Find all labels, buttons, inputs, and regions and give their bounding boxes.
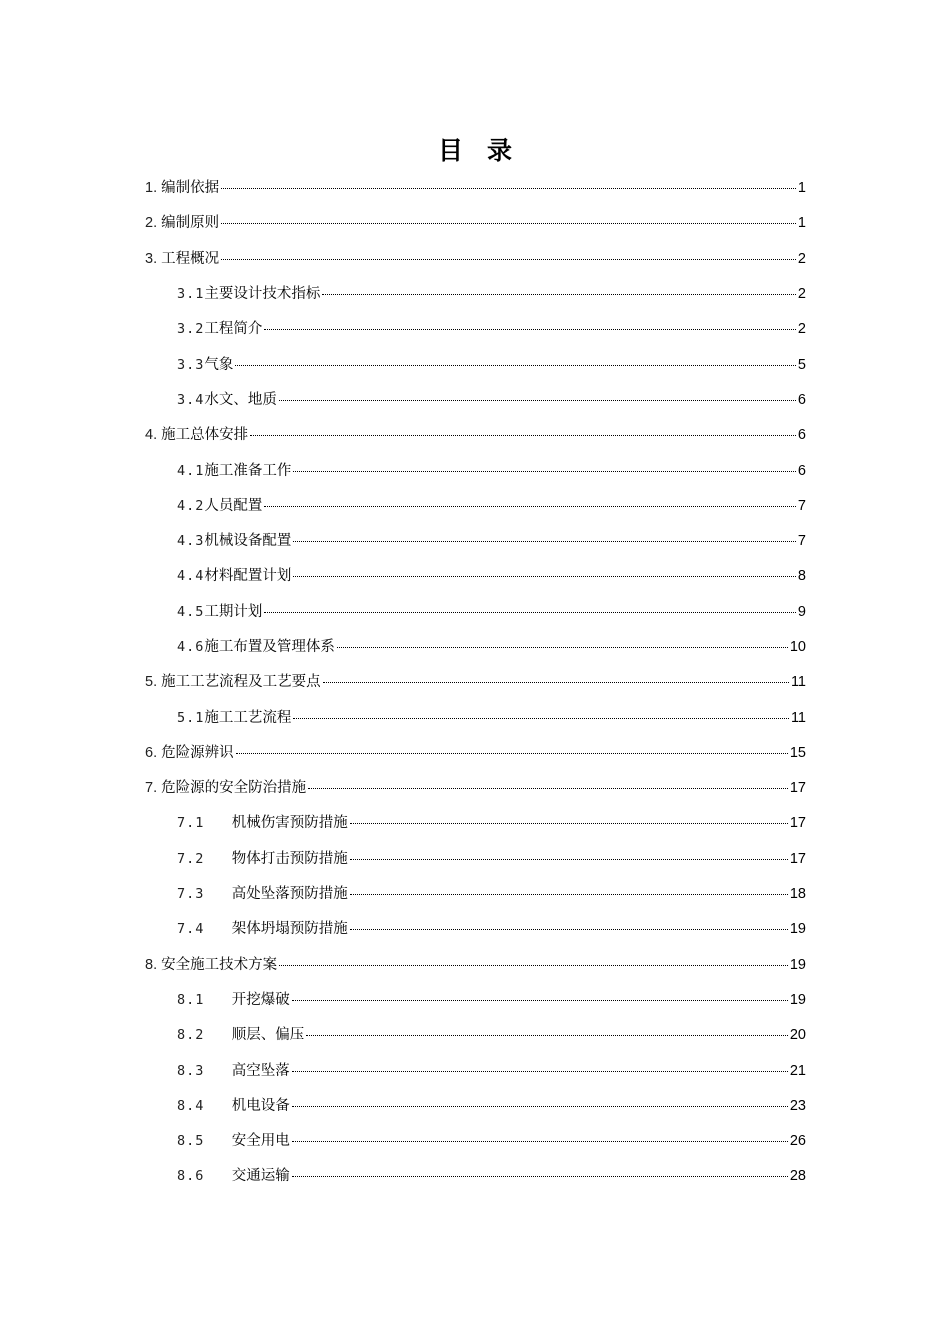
toc-dot-leader (250, 435, 796, 436)
toc-entry-line (177, 600, 806, 621)
toc-entry[interactable] (0, 593, 950, 628)
toc-entry[interactable] (0, 804, 950, 839)
toc-entry[interactable] (0, 1016, 950, 1051)
toc-entry-title: 人员配置 (204, 497, 263, 514)
toc-entry-title: 顺层、偏压 (231, 1027, 305, 1044)
toc-entry-page-number: 20 (789, 1027, 806, 1044)
toc-entry-page-number: 2 (797, 250, 806, 267)
toc-entry-page-number: 28 (789, 1168, 806, 1185)
toc-entry-title: 机械伤害预防措施 (231, 815, 348, 832)
toc-entry-title: 编制依据 (161, 180, 220, 197)
toc-entry-page-number: 17 (789, 780, 806, 797)
toc-entry-page-number: 5 (797, 356, 806, 373)
toc-entry-line (145, 423, 806, 444)
toc-entry-line (145, 211, 806, 232)
toc-entry-number: 8.3 (177, 1062, 232, 1079)
toc-entry-title: 编制原则 (161, 215, 220, 232)
toc-entry-number: 7. (145, 780, 162, 797)
toc-entry-page-number: 23 (789, 1097, 806, 1114)
toc-entry-line (177, 1129, 806, 1150)
toc-entry-title: 高处坠落预防措施 (231, 886, 348, 903)
toc-entry-title: 安全用电 (231, 1133, 290, 1150)
toc-entry[interactable] (0, 310, 950, 345)
toc-entry-title: 危险源辨识 (161, 744, 234, 761)
toc-entry-number: 6. (145, 744, 162, 761)
toc-entry-line (145, 741, 806, 762)
toc-dot-leader (279, 400, 796, 401)
toc-entry-number: 8.5 (177, 1133, 232, 1150)
toc-entry-line (177, 564, 806, 585)
toc-entry[interactable] (0, 910, 950, 945)
toc-dot-leader (323, 682, 789, 683)
toc-entry-line (177, 1023, 806, 1044)
toc-title: 目录 (437, 136, 536, 165)
toc-entry-page-number: 26 (789, 1133, 806, 1150)
toc-entry-line (145, 247, 806, 268)
toc-entry-title: 气象 (204, 356, 234, 373)
toc-entry-line (177, 635, 806, 656)
toc-entry[interactable] (0, 663, 950, 698)
toc-entry-line (177, 1094, 806, 1115)
toc-entry-line (177, 494, 806, 515)
toc-entry-page-number: 19 (789, 991, 806, 1008)
toc-entry-page-number: 2 (797, 321, 806, 338)
toc-entry-line (177, 1059, 806, 1080)
toc-entry[interactable] (0, 981, 950, 1016)
toc-entry[interactable] (0, 522, 950, 557)
toc-entry-title: 危险源的安全防治措施 (161, 780, 307, 797)
toc-entry-number: 3.4 (177, 391, 205, 408)
toc-entry[interactable] (0, 557, 950, 592)
toc-entry-number: 3.3 (177, 356, 205, 373)
toc-dot-leader (350, 859, 788, 860)
toc-dot-leader (264, 612, 796, 613)
toc-entry-page-number: 1 (797, 215, 806, 232)
toc-dot-leader (235, 365, 796, 366)
toc-entry-line (145, 953, 806, 974)
toc-entry[interactable] (0, 275, 950, 310)
toc-entry[interactable] (0, 240, 950, 275)
toc-entry-number: 7.2 (177, 850, 232, 867)
toc-dot-leader (350, 929, 788, 930)
toc-dot-leader (221, 259, 796, 260)
toc-entry-title: 机械设备配置 (204, 533, 292, 550)
toc-entry-number: 3. (145, 250, 162, 267)
toc-dot-leader (293, 576, 796, 577)
toc-entry-line (177, 847, 806, 868)
toc-entry-page-number: 17 (789, 850, 806, 867)
toc-entry-line (177, 353, 806, 374)
toc-dot-leader (236, 753, 788, 754)
toc-entry[interactable] (0, 381, 950, 416)
toc-entry[interactable] (0, 628, 950, 663)
toc-entry-title: 施工布置及管理体系 (204, 639, 335, 655)
toc-entry-number: 8. (145, 956, 162, 973)
toc-entry-page-number: 8 (797, 568, 806, 585)
toc-entry-page-number: 2 (797, 286, 806, 303)
toc-dot-leader (293, 471, 796, 472)
toc-list (0, 169, 950, 1193)
toc-entry[interactable] (0, 416, 950, 451)
toc-entry-title: 高空坠落 (231, 1062, 290, 1079)
toc-entry-line (145, 670, 806, 691)
toc-entry-title: 主要设计技术指标 (204, 286, 321, 303)
toc-dot-leader (292, 1141, 788, 1142)
toc-entry-title: 安全施工技术方案 (161, 956, 278, 973)
toc-dot-leader (292, 1106, 788, 1107)
toc-entry-title: 材料配置计划 (204, 568, 292, 585)
toc-entry-line (177, 988, 806, 1009)
toc-dot-leader (308, 788, 788, 789)
toc-entry-page-number: 10 (789, 639, 806, 655)
toc-entry-title: 架体坍塌预防措施 (231, 921, 348, 938)
toc-entry-number: 8.2 (177, 1027, 232, 1044)
toc-entry-line (177, 917, 806, 938)
toc-entry-line (145, 776, 806, 797)
toc-entry-number: 4.3 (177, 533, 205, 550)
toc-entry-title: 工程简介 (204, 321, 263, 338)
toc-entry[interactable] (0, 1157, 950, 1192)
toc-entry[interactable] (0, 345, 950, 380)
toc-entry-number: 7.1 (177, 815, 232, 832)
toc-entry-number: 4.5 (177, 603, 205, 620)
toc-dot-leader (293, 541, 796, 542)
toc-entry-page-number: 19 (789, 921, 806, 938)
toc-entry-number: 5.1 (177, 709, 205, 726)
toc-entry-line (177, 317, 806, 338)
toc-entry-number: 8.1 (177, 991, 232, 1008)
toc-entry-line (177, 811, 806, 832)
toc-entry-line (177, 388, 806, 409)
toc-entry-number: 3.2 (177, 321, 205, 338)
toc-entry-page-number: 6 (797, 427, 806, 444)
toc-entry-number: 7.4 (177, 921, 232, 938)
toc-entry-page-number: 6 (797, 391, 806, 408)
toc-entry-title: 水文、地质 (204, 391, 277, 408)
toc-entry-line (177, 529, 806, 550)
toc-entry[interactable] (0, 840, 950, 875)
toc-entry-title: 施工工艺流程及工艺要点 (161, 674, 321, 691)
toc-entry[interactable] (0, 1087, 950, 1122)
toc-entry-page-number: 21 (789, 1062, 806, 1079)
toc-entry[interactable] (0, 451, 950, 486)
toc-entry-number: 4. (145, 427, 162, 444)
toc-dot-leader (350, 823, 788, 824)
toc-entry-page-number: 17 (789, 815, 806, 832)
toc-entry-number: 3.1 (177, 286, 205, 303)
toc-entry-number: 4.6 (177, 639, 205, 655)
toc-entry[interactable] (0, 169, 950, 204)
toc-entry-number: 8.6 (177, 1168, 232, 1185)
toc-entry-page-number: 6 (797, 462, 806, 479)
toc-entry-number: 4.1 (177, 462, 205, 479)
toc-entry-page-number: 11 (790, 709, 806, 726)
toc-entry-title: 施工工艺流程 (204, 709, 292, 726)
toc-entry[interactable] (0, 769, 950, 804)
toc-entry-title: 物体打击预防措施 (231, 850, 348, 867)
toc-entry[interactable] (0, 1051, 950, 1086)
toc-entry-title: 机电设备 (231, 1097, 290, 1114)
toc-entry-line (177, 459, 806, 480)
toc-entry-line (177, 706, 806, 727)
toc-entry-title: 工期计划 (204, 603, 263, 620)
toc-dot-leader (292, 1000, 788, 1001)
toc-dot-leader (221, 223, 796, 224)
toc-entry-number: 2. (145, 215, 162, 232)
toc-entry-line (145, 176, 806, 197)
toc-dot-leader (292, 1176, 788, 1177)
toc-dot-leader (322, 294, 796, 295)
toc-entry-title: 施工准备工作 (204, 462, 292, 479)
toc-entry-page-number: 9 (797, 603, 806, 620)
toc-dot-leader (350, 894, 788, 895)
toc-dot-leader (264, 329, 796, 330)
toc-entry-page-number: 19 (789, 956, 806, 973)
toc-entry-number: 8.4 (177, 1097, 232, 1114)
toc-entry-number: 7.3 (177, 886, 232, 903)
toc-entry-number: 4.4 (177, 568, 205, 585)
toc-dot-leader (306, 1035, 788, 1036)
toc-entry[interactable] (0, 875, 950, 910)
toc-entry-title: 开挖爆破 (231, 991, 290, 1008)
toc-entry-number: 4.2 (177, 497, 205, 514)
toc-entry-title: 交通运输 (231, 1168, 290, 1185)
toc-entry-page-number: 1 (797, 180, 806, 197)
toc-entry[interactable] (0, 1122, 950, 1157)
toc-entry[interactable] (0, 698, 950, 733)
toc-dot-leader (293, 718, 789, 719)
toc-dot-leader (292, 1071, 788, 1072)
toc-entry-page-number: 7 (797, 497, 806, 514)
toc-entry[interactable] (0, 734, 950, 769)
toc-entry-title: 施工总体安排 (161, 427, 249, 444)
toc-entry-line (177, 282, 806, 303)
toc-entry[interactable] (0, 204, 950, 239)
toc-entry[interactable] (0, 487, 950, 522)
toc-entry-page-number: 7 (797, 533, 806, 550)
toc-entry-number: 5. (145, 674, 162, 691)
toc-entry-page-number: 18 (789, 886, 806, 903)
toc-entry-number: 1. (145, 180, 162, 197)
toc-dot-leader (264, 506, 796, 507)
toc-dot-leader (279, 965, 788, 966)
toc-dot-leader (221, 188, 796, 189)
toc-entry[interactable] (0, 946, 950, 981)
toc-dot-leader (337, 647, 788, 648)
toc-entry-page-number: 15 (789, 744, 806, 761)
toc-entry-line (177, 882, 806, 903)
toc-entry-line (177, 1164, 806, 1185)
toc-entry-title: 工程概况 (161, 250, 220, 267)
toc-entry-page-number: 11 (790, 674, 806, 691)
